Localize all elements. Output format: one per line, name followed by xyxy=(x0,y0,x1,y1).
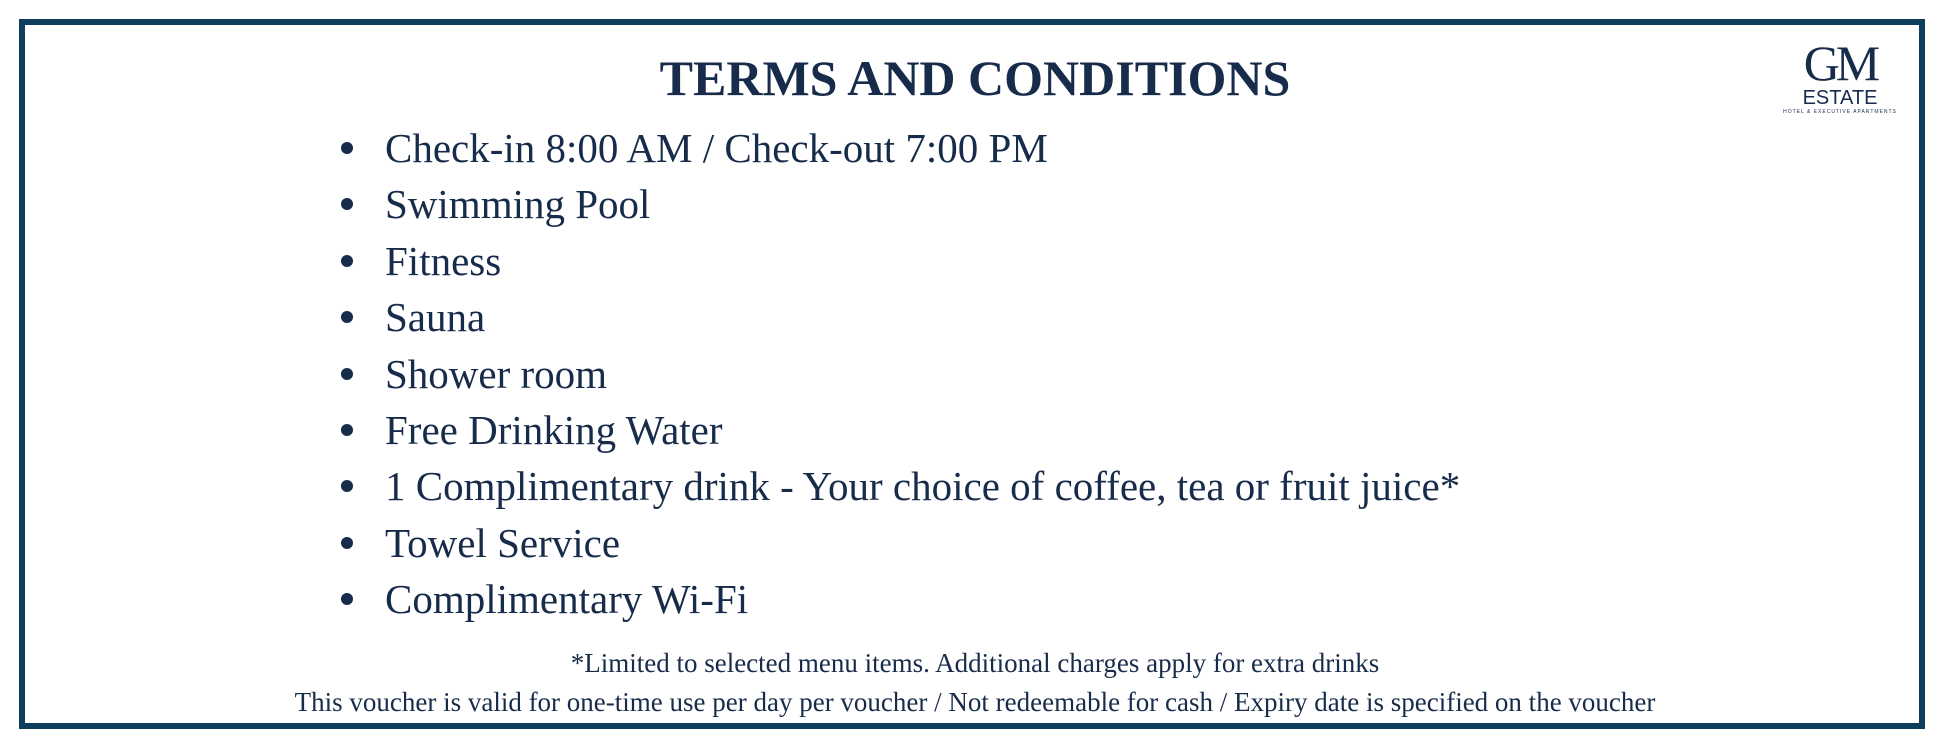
bullet-icon xyxy=(341,480,353,492)
terms-list xyxy=(338,120,1460,628)
bullet-icon xyxy=(341,424,353,436)
gm-estate-logo xyxy=(1775,35,1905,128)
bullet-icon xyxy=(341,198,353,210)
list-item xyxy=(338,402,1460,458)
list-item-text: 1 Complimentary drink - Your choice of coffee, tea or fruit juice* xyxy=(385,463,1461,510)
logo-tagline: HOTEL & EXECUTIVE APARTMENTS xyxy=(1783,109,1897,115)
list-item-text: Swimming Pool xyxy=(385,181,651,228)
list-item xyxy=(338,346,1460,402)
bullet-icon xyxy=(341,255,353,267)
list-item xyxy=(338,120,1460,176)
bullet-icon xyxy=(341,311,353,323)
bullet-icon xyxy=(341,368,353,380)
list-item xyxy=(338,289,1460,345)
list-item-text: Sauna xyxy=(385,294,486,341)
list-item-text: Complimentary Wi-Fi xyxy=(385,576,749,623)
footnote: *Limited to selected menu items. Additional charges apply for extra drinks xyxy=(570,648,1380,678)
validity-note: This voucher is valid for one-time use per day per voucher / Not redeemable for cash / Expiry date is specified on the voucher xyxy=(294,687,1656,717)
bullet-icon xyxy=(341,142,353,154)
list-item xyxy=(338,515,1460,571)
list-item xyxy=(338,176,1460,232)
bullet-icon xyxy=(341,537,353,549)
list-item-text: Shower room xyxy=(385,350,608,397)
list-item-text: Free Drinking Water xyxy=(385,406,723,453)
list-item-text: Fitness xyxy=(385,237,502,284)
list-item xyxy=(338,233,1460,289)
logo-monogram: GM xyxy=(1803,35,1877,91)
list-item-text: Check-in 8:00 AM / Check-out 7:00 PM xyxy=(385,125,1048,171)
page-title: TERMS AND CONDITIONS xyxy=(659,50,1291,106)
list-item xyxy=(338,458,1460,514)
logo-name: ESTATE xyxy=(1802,87,1878,109)
list-item xyxy=(338,571,1460,627)
list-item-text: Towel Service xyxy=(385,519,621,566)
bullet-icon xyxy=(341,593,353,605)
